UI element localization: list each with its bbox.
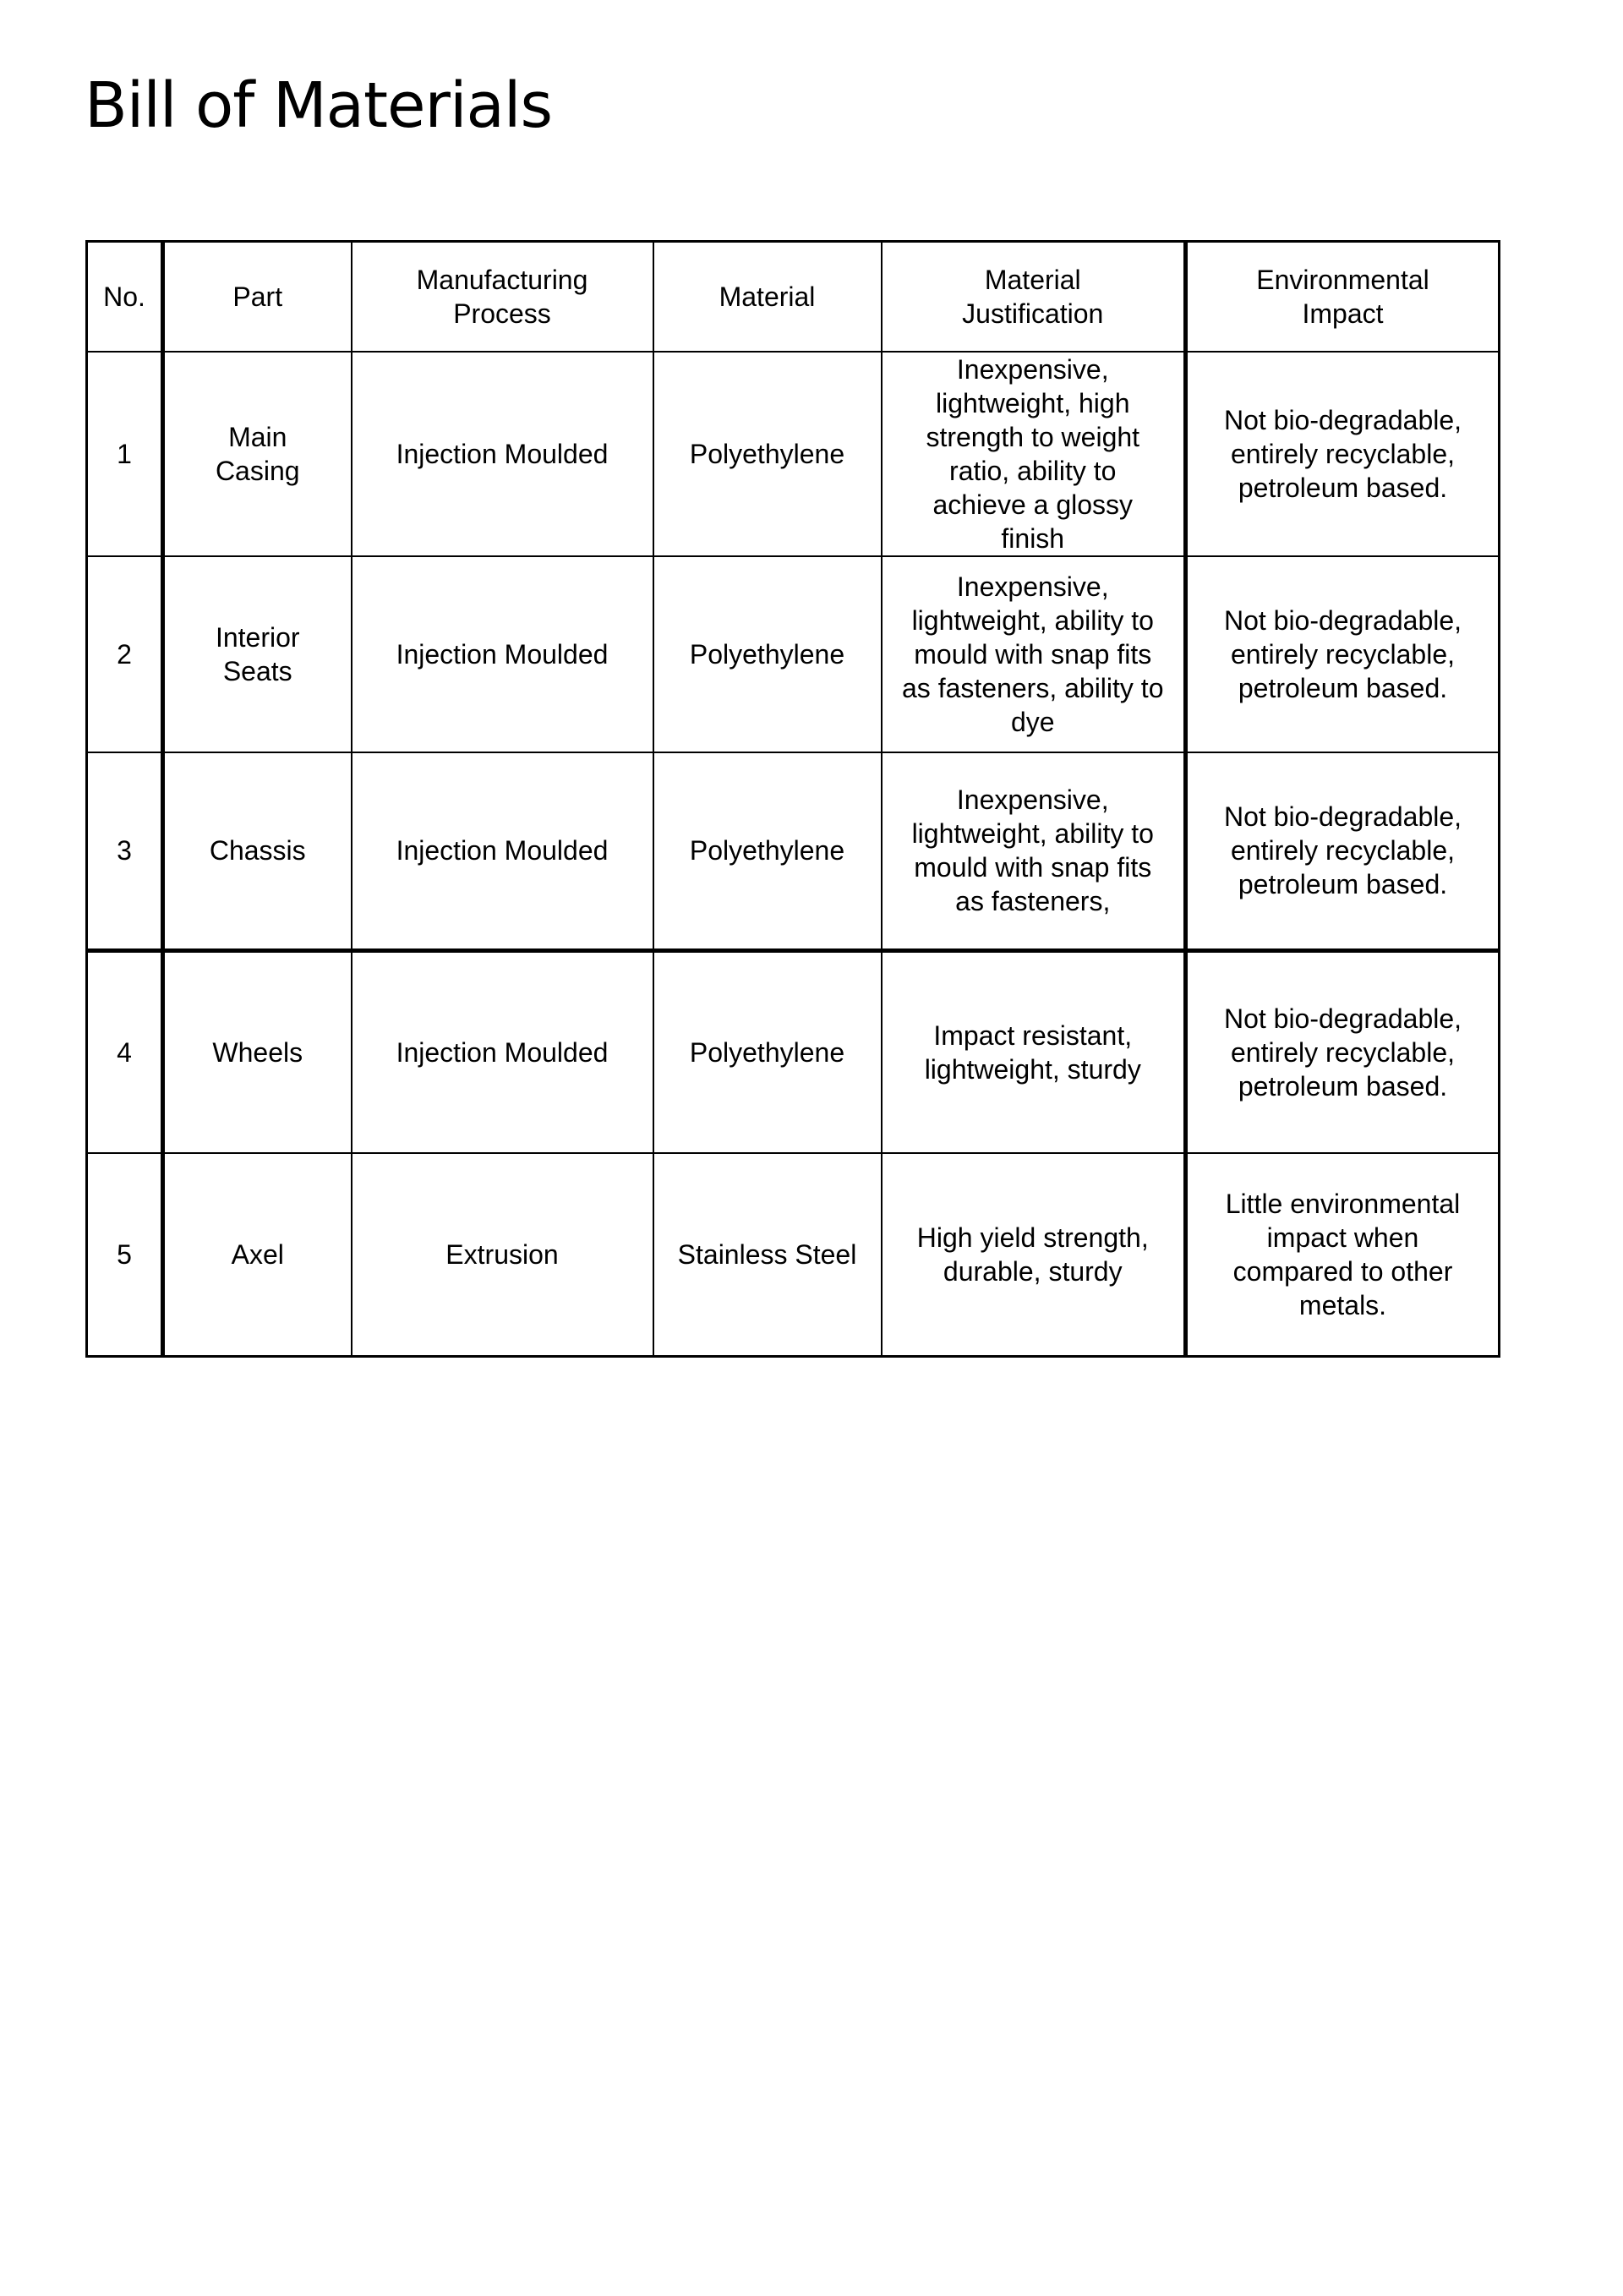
table-row: [87, 1153, 1500, 1356]
cell-justification: Inexpensive, lightweight, ability to mould with snap fits as fasteners,: [882, 752, 1186, 950]
table-row: [87, 556, 1500, 752]
table-row: [87, 352, 1500, 556]
cell-no: 4: [87, 950, 163, 1153]
cell-process: Injection Moulded: [352, 352, 653, 556]
bill-of-materials-table: [85, 240, 1500, 1358]
cell-justification: Inexpensive, lightweight, high strength to weight ratio, ability to achieve a glossy finish: [882, 352, 1186, 556]
cell-justification: Impact resistant, lightweight, sturdy: [882, 950, 1186, 1153]
table-row: [87, 752, 1500, 950]
table-header-row: [87, 242, 1500, 353]
column-header-material: Material: [653, 242, 882, 353]
cell-process: Injection Moulded: [352, 556, 653, 752]
cell-no: 2: [87, 556, 163, 752]
cell-impact: Little environmental impact when compared to other metals.: [1186, 1153, 1500, 1356]
cell-impact: Not bio-degradable, entirely recyclable, petroleum based.: [1186, 352, 1500, 556]
column-header-manufacturing-process: Manufacturing Process: [352, 242, 653, 353]
cell-part: Main Casing: [163, 352, 352, 556]
cell-part: Axel: [163, 1153, 352, 1356]
cell-impact: Not bio-degradable, entirely recyclable, petroleum based.: [1186, 950, 1500, 1153]
cell-part: Chassis: [163, 752, 352, 950]
cell-no: 5: [87, 1153, 163, 1356]
cell-material: Polyethylene: [653, 950, 882, 1153]
cell-material: Polyethylene: [653, 752, 882, 950]
cell-impact: Not bio-degradable, entirely recyclable, petroleum based.: [1186, 556, 1500, 752]
column-header-environmental-impact: Environmental Impact: [1186, 242, 1500, 353]
cell-material: Polyethylene: [653, 556, 882, 752]
cell-process: Extrusion: [352, 1153, 653, 1356]
cell-justification: Inexpensive, lightweight, ability to mould with snap fits as fasteners, ability to dye: [882, 556, 1186, 752]
cell-material: Stainless Steel: [653, 1153, 882, 1356]
cell-impact: Not bio-degradable, entirely recyclable, petroleum based.: [1186, 752, 1500, 950]
cell-part: Interior Seats: [163, 556, 352, 752]
page-title: Bill of Materials: [85, 69, 552, 142]
cell-process: Injection Moulded: [352, 950, 653, 1153]
column-header-no: No.: [87, 242, 163, 353]
cell-no: 1: [87, 352, 163, 556]
column-header-part: Part: [163, 242, 352, 353]
column-header-material-justification: Material Justification: [882, 242, 1186, 353]
cell-material: Polyethylene: [653, 352, 882, 556]
cell-process: Injection Moulded: [352, 752, 653, 950]
cell-no: 3: [87, 752, 163, 950]
cell-part: Wheels: [163, 950, 352, 1153]
table-row: [87, 950, 1500, 1153]
cell-justification: High yield strength, durable, sturdy: [882, 1153, 1186, 1356]
